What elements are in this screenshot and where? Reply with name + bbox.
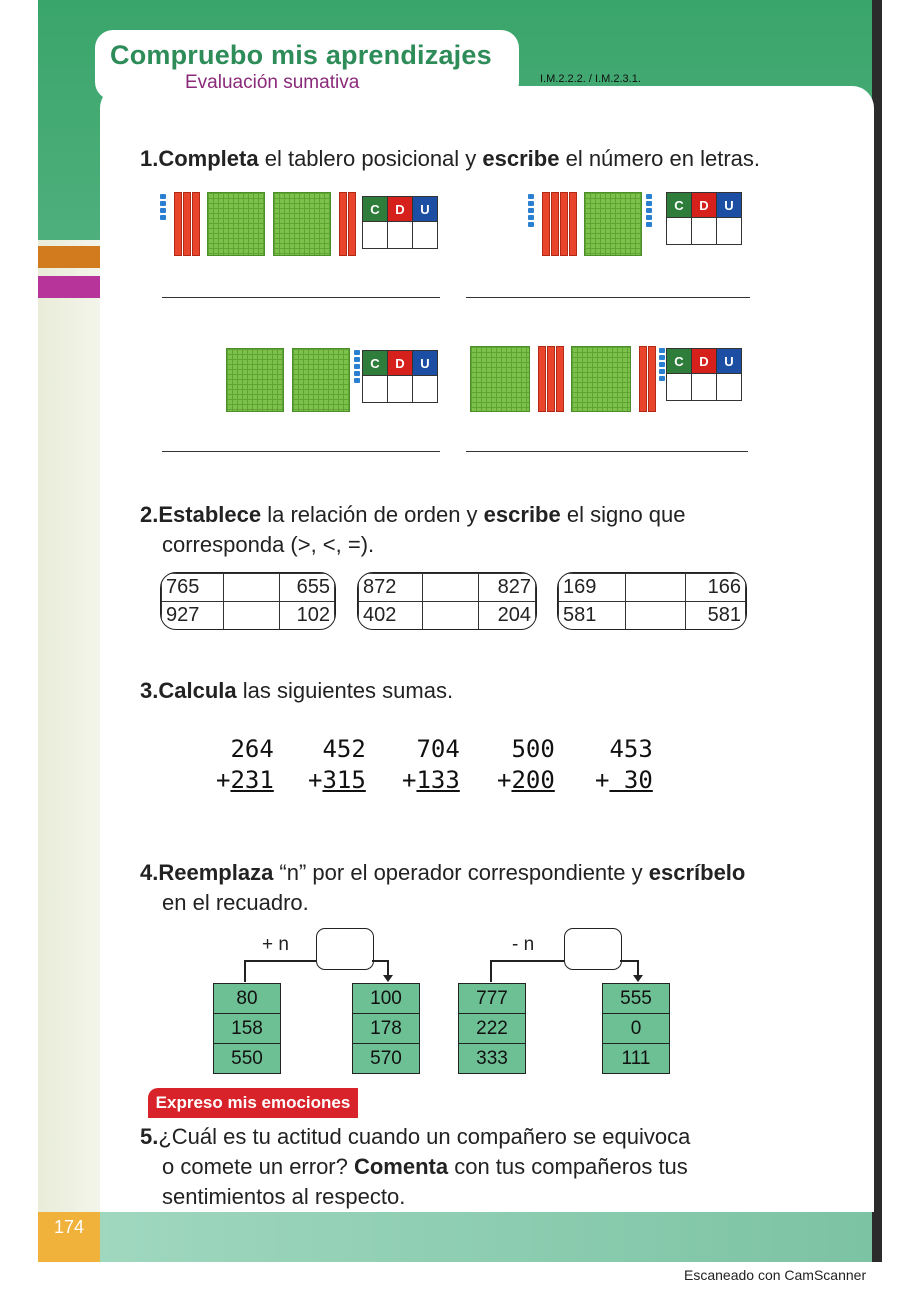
plus-sign: + xyxy=(216,766,231,794)
question-1 xyxy=(140,146,760,172)
ten-rod-icon xyxy=(569,192,577,256)
q3-bold-calcula: Calcula xyxy=(158,678,237,703)
unit-block-icon xyxy=(659,369,665,374)
compare-left-number: 169 xyxy=(559,574,626,602)
q4-bold-reemplaza: Reemplaza xyxy=(158,860,274,885)
place-value-input-cell[interactable] xyxy=(692,218,717,245)
comparison-table xyxy=(557,572,747,630)
unit-block-icon xyxy=(160,215,166,220)
addend-bottom xyxy=(497,765,555,796)
compare-right-number: 166 xyxy=(686,574,746,602)
q4-bold-escribelo: escríbelo xyxy=(648,860,746,885)
q4-text-2: en el recuadro. xyxy=(162,890,309,915)
q1-number: 1. xyxy=(140,146,159,171)
place-value-header: U xyxy=(717,193,742,218)
page-number: 174 xyxy=(38,1212,100,1262)
q2-bold-escribe: escribe xyxy=(483,502,561,527)
plus-sign: + xyxy=(595,766,610,794)
place-value-input-cell[interactable] xyxy=(717,218,742,245)
ten-rod-icon xyxy=(348,192,356,256)
unit-block-icon xyxy=(659,355,665,360)
cell: 0 xyxy=(603,1014,670,1044)
comparison-table xyxy=(160,572,336,630)
compare-left-number: 402 xyxy=(359,602,423,630)
unit-block-icon xyxy=(646,201,652,206)
arrow-head-icon xyxy=(633,975,643,982)
addition-problem xyxy=(308,734,366,796)
addend-top: 264 xyxy=(230,735,274,763)
addend-top: 452 xyxy=(322,735,366,763)
compare-right-number: 655 xyxy=(279,574,334,602)
place-value-input-cell[interactable] xyxy=(717,374,742,401)
place-value-header: D xyxy=(692,349,717,374)
plus-sign: + xyxy=(402,766,417,794)
ten-rod-icon xyxy=(538,346,546,412)
plus-sign: + xyxy=(497,766,512,794)
unit-block-icon xyxy=(646,222,652,227)
place-value-table xyxy=(362,350,438,403)
q4-text: “n” por el operador correspondiente y xyxy=(273,860,649,885)
q3-number: 3. xyxy=(140,678,159,703)
left-margin-strip xyxy=(38,240,100,1240)
ten-rod-icon xyxy=(560,192,568,256)
compare-sign-cell[interactable] xyxy=(626,574,686,602)
hundred-flat-icon xyxy=(571,346,631,412)
input-column-1 xyxy=(213,983,281,1074)
place-value-input-cell[interactable] xyxy=(413,376,438,403)
q1-bold-escribe: escribe xyxy=(482,146,560,171)
unit-block-icon xyxy=(160,201,166,206)
addend-bottom xyxy=(402,765,460,796)
unit-block-icon xyxy=(646,194,652,199)
place-value-header: C xyxy=(363,197,388,222)
place-value-header: C xyxy=(363,351,388,376)
compare-sign-cell[interactable] xyxy=(626,602,686,630)
compare-left-number: 927 xyxy=(162,602,224,630)
q2-text-2: el signo que xyxy=(560,502,686,527)
scanner-watermark: Escaneado con CamScanner xyxy=(684,1267,867,1283)
hundred-flat-icon xyxy=(584,192,642,256)
place-value-table xyxy=(666,348,742,401)
unit-block-icon xyxy=(659,348,665,353)
addend-bottom xyxy=(308,765,366,796)
connector-line xyxy=(490,960,564,962)
addend-bottom xyxy=(216,765,274,796)
unit-block-icon xyxy=(659,376,665,381)
unit-block-icon xyxy=(646,208,652,213)
question-4 xyxy=(140,858,850,918)
ten-rod-icon xyxy=(547,346,555,412)
cell: 158 xyxy=(214,1014,281,1044)
unit-block-icon xyxy=(354,378,360,383)
place-value-input-cell[interactable] xyxy=(363,376,388,403)
q2-bold-establece: Establece xyxy=(158,502,262,527)
hundred-flat-icon xyxy=(292,348,350,412)
cell: 555 xyxy=(603,984,670,1014)
emotion-tag: Expreso mis emociones xyxy=(148,1088,358,1118)
section-tab-purple xyxy=(38,276,100,298)
q2-text-3: corresponda (>, <, =). xyxy=(162,532,375,557)
bottom-band xyxy=(100,1212,872,1262)
q5-number: 5. xyxy=(140,1124,159,1149)
cell: 333 xyxy=(459,1044,526,1074)
connector-line xyxy=(244,960,246,982)
cell: 550 xyxy=(214,1044,281,1074)
compare-left-number: 581 xyxy=(559,602,626,630)
addend-bottom-value: 315 xyxy=(322,766,366,794)
compare-left-number: 765 xyxy=(162,574,224,602)
cell: 222 xyxy=(459,1014,526,1044)
connector-line xyxy=(620,960,638,962)
compare-sign-cell[interactable] xyxy=(224,574,279,602)
connector-line xyxy=(244,960,316,962)
ten-rod-icon xyxy=(174,192,182,256)
ten-rod-icon xyxy=(183,192,191,256)
unit-block-icon xyxy=(160,194,166,199)
operator-box-1[interactable] xyxy=(316,928,374,970)
place-value-input-cell[interactable] xyxy=(413,222,438,249)
addend-top: 453 xyxy=(609,735,653,763)
operator-box-2[interactable] xyxy=(564,928,622,970)
cell: 100 xyxy=(353,984,420,1014)
op-label-plus-n: + n xyxy=(262,934,289,955)
compare-right-number: 581 xyxy=(686,602,746,630)
ten-rod-icon xyxy=(192,192,200,256)
ten-rod-icon xyxy=(542,192,550,256)
place-value-header: D xyxy=(692,193,717,218)
cell: 178 xyxy=(353,1014,420,1044)
question-3 xyxy=(140,678,453,704)
output-column-2 xyxy=(602,983,670,1074)
ten-rod-icon xyxy=(556,346,564,412)
page-subtitle: Evaluación sumativa xyxy=(185,72,360,93)
unit-block-icon xyxy=(528,222,534,227)
connector-line xyxy=(372,960,388,962)
q5-line-2b: con tus compañeros tus xyxy=(448,1154,688,1179)
q2-text: la relación de orden y xyxy=(261,502,484,527)
place-value-table xyxy=(362,196,438,249)
place-value-input-cell[interactable] xyxy=(388,376,413,403)
section-tab-orange xyxy=(38,246,100,268)
compare-right-number: 204 xyxy=(479,602,536,630)
cell: 570 xyxy=(353,1044,420,1074)
ten-rod-icon xyxy=(648,346,656,412)
op-label-minus-n: - n xyxy=(512,934,535,955)
connector-line xyxy=(490,960,492,982)
unit-block-icon xyxy=(528,208,534,213)
answer-line-2[interactable] xyxy=(466,297,750,298)
ten-rod-icon xyxy=(551,192,559,256)
unit-block-icon xyxy=(646,215,652,220)
cell: 80 xyxy=(214,984,281,1014)
addition-problem xyxy=(402,734,460,796)
place-value-header: C xyxy=(667,349,692,374)
addend-bottom-value: 200 xyxy=(511,766,555,794)
unit-block-icon xyxy=(528,215,534,220)
q5-line-1: ¿Cuál es tu actitud cuando un compañero se equivoca xyxy=(158,1124,691,1149)
q2-number: 2. xyxy=(140,502,159,527)
place-value-input-cell[interactable] xyxy=(667,374,692,401)
q4-number: 4. xyxy=(140,860,159,885)
place-value-header: U xyxy=(717,349,742,374)
addition-problem xyxy=(497,734,555,796)
unit-block-icon xyxy=(354,371,360,376)
q1-text: el tablero posicional y xyxy=(258,146,483,171)
q5-line-2a: o comete un error? xyxy=(162,1154,354,1179)
compare-sign-cell[interactable] xyxy=(224,602,279,630)
ten-rod-icon xyxy=(339,192,347,256)
place-value-header: U xyxy=(413,351,438,376)
unit-block-icon xyxy=(659,362,665,367)
compare-left-number: 872 xyxy=(359,574,423,602)
page-title: Compruebo mis aprendizajes xyxy=(110,40,492,70)
place-value-table xyxy=(666,192,742,245)
compare-sign-cell[interactable] xyxy=(422,602,479,630)
place-value-input-cell[interactable] xyxy=(363,222,388,249)
place-value-header: C xyxy=(667,193,692,218)
unit-block-icon xyxy=(528,194,534,199)
addend-bottom-value: 231 xyxy=(230,766,274,794)
addition-problem xyxy=(216,734,274,796)
answer-line-1[interactable] xyxy=(162,297,440,298)
q1-bold-completa: Completa xyxy=(158,146,259,171)
unit-block-icon xyxy=(354,364,360,369)
place-value-input-cell[interactable] xyxy=(692,374,717,401)
hundred-flat-icon xyxy=(226,348,284,412)
unit-block-icon xyxy=(354,350,360,355)
hundred-flat-icon xyxy=(207,192,265,256)
answer-line-3[interactable] xyxy=(162,451,440,452)
addend-top: 704 xyxy=(416,735,460,763)
addend-bottom-value: 30 xyxy=(609,766,653,794)
arrow-head-icon xyxy=(383,975,393,982)
place-value-header: D xyxy=(388,351,413,376)
unit-block-icon xyxy=(528,201,534,206)
unit-block-icon xyxy=(160,208,166,213)
unit-block-icon xyxy=(354,357,360,362)
hundred-flat-icon xyxy=(470,346,530,412)
addend-top: 500 xyxy=(511,735,555,763)
compare-right-number: 102 xyxy=(279,602,334,630)
cell: 111 xyxy=(603,1044,670,1074)
addend-bottom-value: 133 xyxy=(416,766,460,794)
cell: 777 xyxy=(459,984,526,1014)
hundred-flat-icon xyxy=(273,192,331,256)
question-5 xyxy=(140,1122,850,1212)
answer-line-4[interactable] xyxy=(466,451,748,452)
compare-right-number: 827 xyxy=(479,574,536,602)
plus-sign: + xyxy=(308,766,323,794)
addend-bottom xyxy=(595,765,653,796)
question-2 xyxy=(140,500,840,560)
curriculum-codes: I.M.2.2.2. / I.M.2.3.1. xyxy=(540,73,641,85)
place-value-input-cell[interactable] xyxy=(667,218,692,245)
place-value-header: U xyxy=(413,197,438,222)
q3-text: las siguientes sumas. xyxy=(236,678,454,703)
ten-rod-icon xyxy=(639,346,647,412)
place-value-input-cell[interactable] xyxy=(388,222,413,249)
place-value-header: D xyxy=(388,197,413,222)
q1-text-end: el número en letras. xyxy=(559,146,761,171)
q5-bold-comenta: Comenta xyxy=(353,1154,449,1179)
input-column-2 xyxy=(458,983,526,1074)
output-column-1 xyxy=(352,983,420,1074)
q5-line-3: sentimientos al respecto. xyxy=(162,1184,406,1209)
compare-sign-cell[interactable] xyxy=(422,574,479,602)
addition-problem xyxy=(595,734,653,796)
comparison-table xyxy=(357,572,537,630)
